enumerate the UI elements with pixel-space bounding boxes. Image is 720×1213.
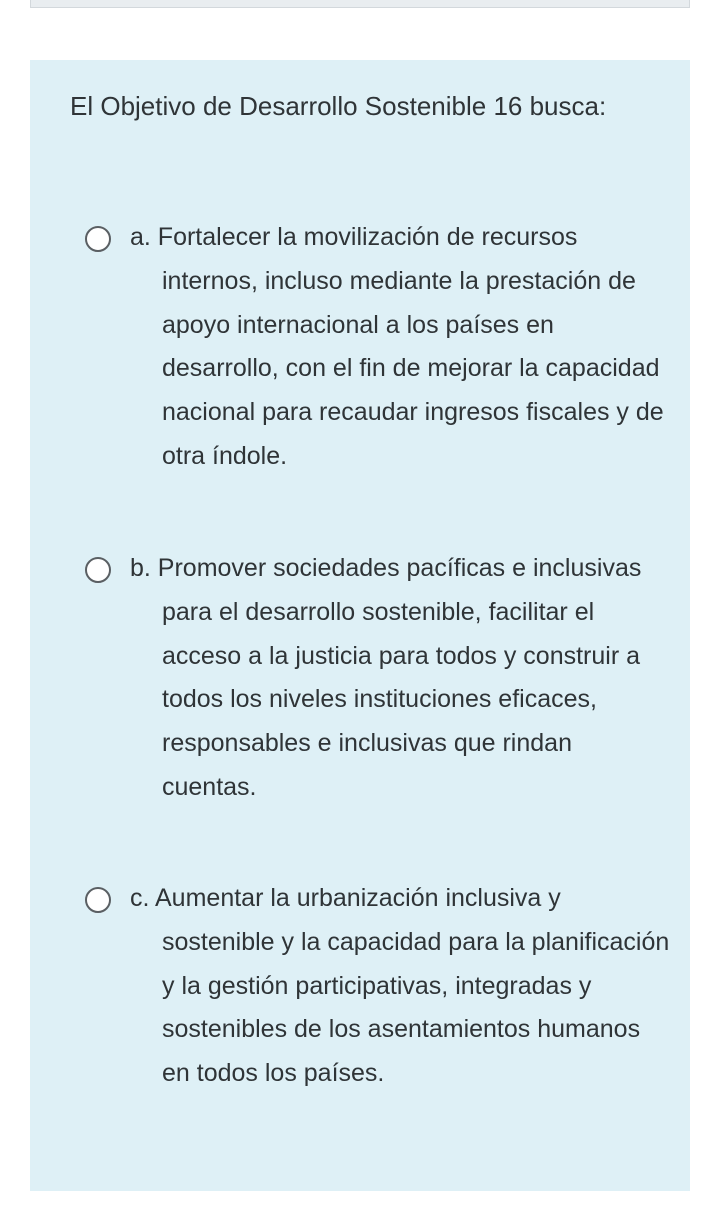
answer-option-b[interactable] <box>85 547 645 867</box>
answer-option-c-label[interactable]: c. Aumentar la urbanización inclusiva y sostenible y la capacidad para la planificación y la gestión participativas, integradas y sostenibles de los asentamientos humanos en todos los países. <box>130 884 670 1088</box>
answer-option-b-label[interactable]: b. Promover sociedades pacíficas e inclusivas para el desarrollo sostenible, facilitar el acceso a la justicia para todos y construir a todos los niveles instituciones eficaces, responsables e inclusivas que rindan cuentas. <box>130 554 642 801</box>
radio-button-b[interactable] <box>85 557 111 583</box>
question-card <box>30 60 690 1191</box>
question-text: El Objetivo de Desarrollo Sostenible 16 busca: <box>70 91 607 121</box>
answer-option-a[interactable] <box>85 216 664 536</box>
answer-option-a-label[interactable]: a. Fortalecer la movilización de recursos internos, incluso mediante la prestación de apoyo internacional a los países en desarrollo, con el fin de mejorar la capacidad nacional para recaudar ingresos fiscales y de otra índole. <box>130 223 664 470</box>
radio-button-c[interactable] <box>85 887 111 913</box>
radio-button-a[interactable] <box>85 226 111 252</box>
previous-card-edge <box>30 0 690 8</box>
answer-option-c[interactable] <box>85 877 670 1147</box>
